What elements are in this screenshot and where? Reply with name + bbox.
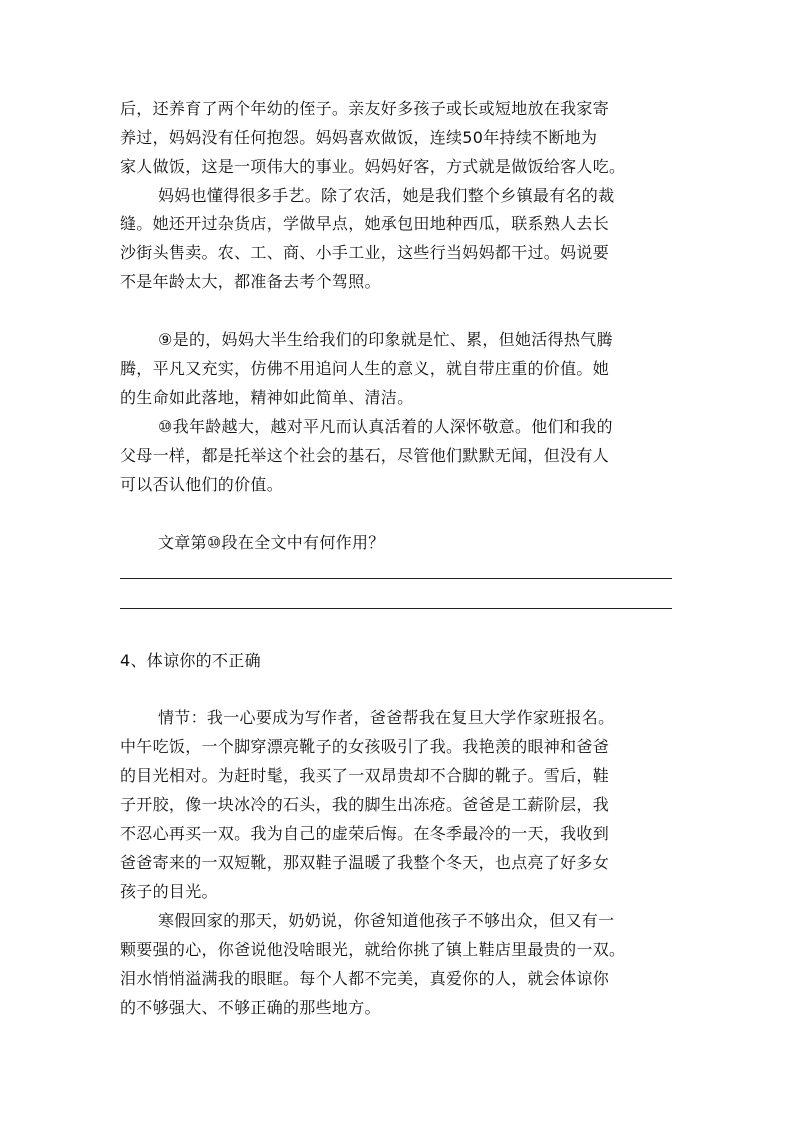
text-line: 爸爸寄来的一双短靴，那双鞋子温暖了我整个冬天，也点亮了好多女 (120, 853, 610, 872)
text-line: 沙街头售卖。农、工、商、小手工业，这些行当妈妈都干过。妈说要 (120, 243, 610, 262)
text-line: 情节：我一心要成为写作者，爸爸帮我在复旦大学作家班报名。 (158, 708, 615, 727)
answer-blank-line[interactable] (120, 608, 672, 609)
question-text: 文章第⑩段在全文中有何作用？ (158, 533, 385, 552)
text-line: 泪水悄悄溢满我的眼眶。每个人都不完美，真爱你的人，就会体谅你 (120, 969, 610, 988)
text-line: 后，还养育了两个年幼的侄子。亲友好多孩子或长或短地放在我家寄 (120, 99, 610, 118)
text-line: 不是年龄太大，都准备去考个驾照。 (120, 272, 381, 291)
text-line: 腾，平凡又充实，仿佛不用追问人生的意义，就自带庄重的价值。她 (120, 359, 610, 378)
text-line: 寒假回家的那天，奶奶说，你爸知道他孩子不够出众，但又有一 (158, 911, 615, 930)
text-line: 孩子的目光。 (120, 882, 218, 901)
text-line: 缝。她还开过杂货店，学做早点，她承包田地种西瓜，联系熟人去长 (120, 214, 610, 233)
text-line: 颗要强的心，你爸说他没啥眼光，就给你挑了镇上鞋店里最贵的一双。 (120, 940, 626, 959)
text-line: ⑩我年龄越大，越对平凡而认真活着的人深怀敬意。他们和我的 (158, 417, 613, 436)
text-line: 的目光相对。为赶时髦，我买了一双昂贵却不合脚的靴子。雪后，鞋 (120, 766, 610, 785)
text-line: 可以否认他们的价值。 (120, 475, 284, 494)
text-line: 的生命如此落地，精神如此简单、清洁。 (120, 388, 414, 407)
text-line: 妈妈也懂得很多手艺。除了农活，她是我们整个乡镇最有名的裁 (158, 186, 615, 205)
text-line: ⑨是的，妈妈大半生给我们的印象就是忙、累，但她活得热气腾 (158, 330, 613, 349)
text-line: 父母一样，都是托举这个社会的基石，尽管他们默默无闻，但没有人 (120, 446, 610, 465)
answer-blank-line[interactable] (120, 578, 672, 579)
text-line: 子开胶，像一块冰冷的石头，我的脚生出冻疮。爸爸是工薪阶层，我 (120, 795, 610, 814)
text-line: 家人做饭，这是一项伟大的事业。妈妈好客，方式就是做饭给客人吃。 (120, 157, 626, 176)
section-title: 4、体谅你的不正确 (120, 651, 261, 670)
text-line: 的不够强大、不够正确的那些地方。 (120, 998, 381, 1017)
text-line: 中午吃饭，一个脚穿漂亮靴子的女孩吸引了我。我艳羡的眼神和爸爸 (120, 737, 610, 756)
text-line: 养过，妈妈没有任何抱怨。妈妈喜欢做饭，连续50年持续不断地为 (120, 128, 598, 147)
text-line: 不忍心再买一双。我为自己的虚荣后悔。在冬季最冷的一天，我收到 (120, 824, 610, 843)
